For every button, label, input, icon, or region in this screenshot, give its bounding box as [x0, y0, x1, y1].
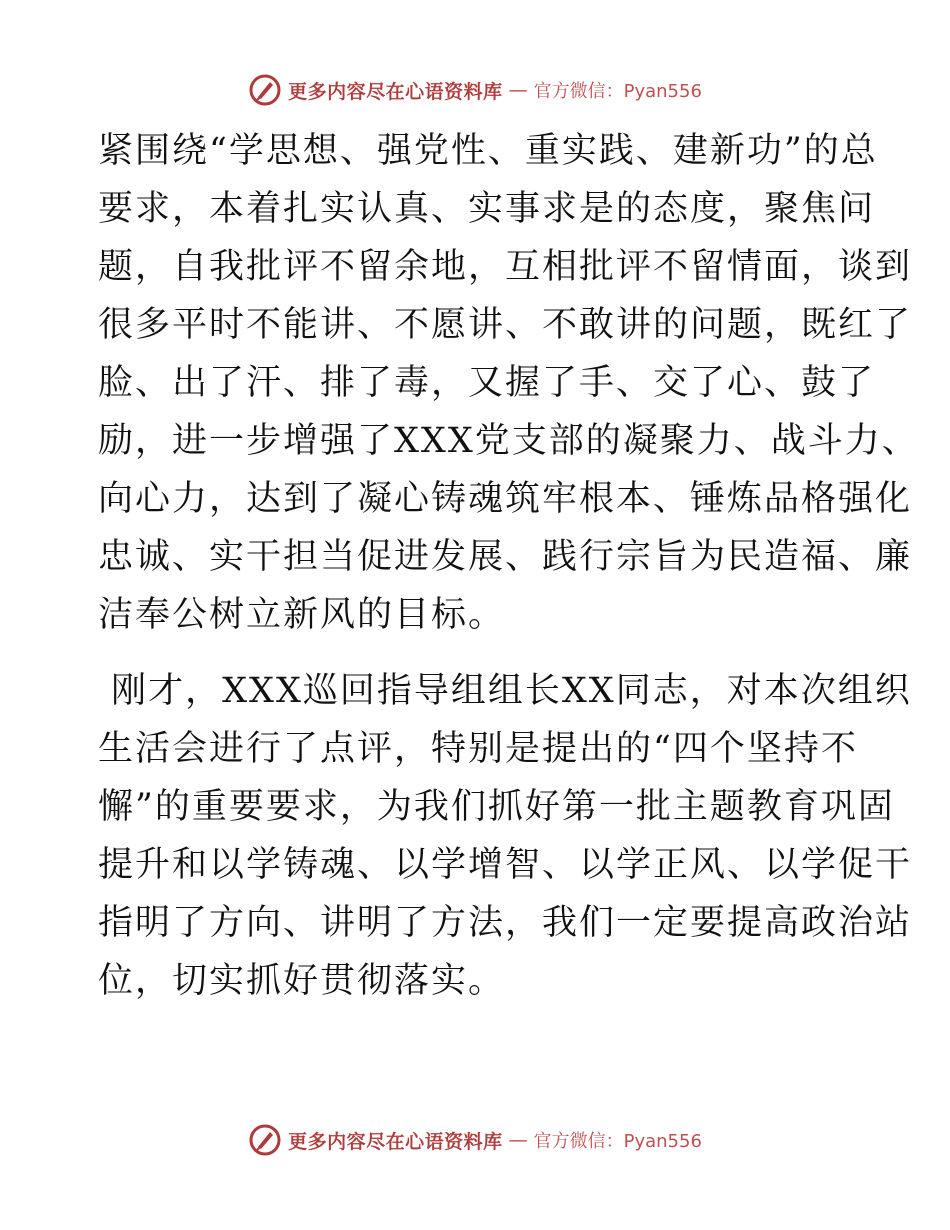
header-dash: — — [508, 79, 528, 101]
header-banner-inner — [248, 73, 702, 107]
footer-dash: — — [508, 1129, 528, 1151]
text-line: 位，切实抓好贯彻落实。 — [98, 961, 506, 1001]
text-line: 紧围绕“学思想、强党性、重实践、建新功”的总 — [98, 131, 878, 171]
text-line: 忠诚、实干担当促进发展、践行宗旨为民造福、廉 — [98, 537, 913, 577]
header-wechat-text: 官方微信：Pyan556 — [533, 81, 702, 102]
text-line: 向心力，达到了凝心铸魂筑牢根本、锤炼品格强化 — [98, 479, 913, 519]
text-line: 刚才，XXX巡回指导组组长XX同志，对本次组织 — [98, 671, 912, 711]
quill-logo-icon — [248, 73, 282, 107]
text-line: 懈”的重要要求，为我们抓好第一批主题教育巩固 — [98, 787, 895, 827]
text-line: 生活会进行了点评，特别是提出的“四个坚持不 — [98, 729, 858, 769]
header-brand-text: 更多内容尽在心语资料库 — [288, 80, 503, 103]
quill-logo-icon — [248, 1123, 282, 1157]
text-line: 指明了方向、讲明了方法，我们一定要提高政治站 — [98, 903, 913, 943]
text-line: 要求，本着扎实认真、实事求是的态度，聚焦问 — [98, 189, 876, 229]
document-body — [98, 122, 919, 1010]
paragraph-1 — [98, 122, 919, 644]
text-line: 脸、出了汗、排了毒，又握了手、交了心、鼓了 — [98, 363, 876, 403]
text-line: 洁奉公树立新风的目标。 — [98, 595, 506, 635]
paragraph-2 — [98, 662, 913, 1010]
footer-banner — [0, 1120, 950, 1160]
text-line: 提升和以学铸魂、以学增智、以学正风、以学促干 — [98, 845, 913, 885]
text-line: 很多平时不能讲、不愿讲、不敢讲的问题，既红了 — [98, 305, 913, 345]
text-line: 题，自我批评不留余地，互相批评不留情面，谈到 — [98, 247, 913, 287]
footer-wechat-text: 官方微信：Pyan556 — [533, 1131, 702, 1152]
footer-brand-text: 更多内容尽在心语资料库 — [288, 1130, 503, 1153]
header-banner — [0, 70, 950, 110]
text-line: 励，进一步增强了XXX党支部的凝聚力、战斗力、 — [98, 421, 919, 461]
footer-banner-inner — [248, 1123, 702, 1157]
